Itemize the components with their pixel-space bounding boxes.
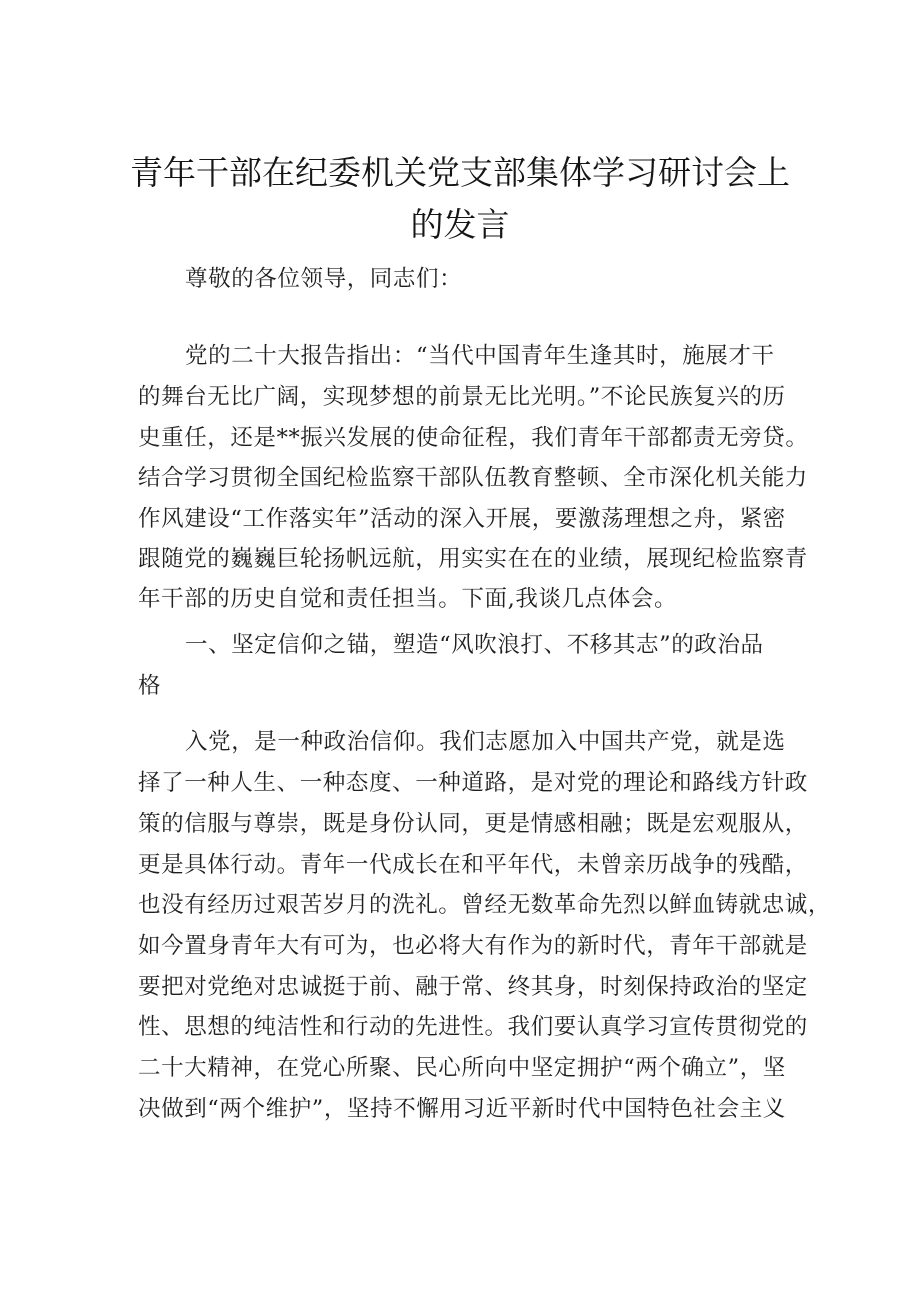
- section-heading: 一、坚定信仰之锚，塑造“风吹浪打、不移其志”的政治品: [185, 632, 764, 658]
- paragraph-line: 如今置身青年大有可为，也必将大有作为的新时代，青年干部就是: [138, 933, 808, 959]
- paragraph-line: 决做到“两个维护”，坚持不懈用习近平新时代中国特色社会主义: [138, 1096, 786, 1122]
- paragraph-line: 入党，是一种政治信仰。我们志愿加入中国共产党，就是选: [185, 729, 786, 755]
- paragraph-line: 年干部的历史自觉和责任担当。下面,我谈几点体会。: [138, 586, 678, 612]
- paragraph-line: 的舞台无比广阔，实现梦想的前景无比光明。”不论民族复兴的历: [138, 384, 786, 410]
- paragraph-line: 党的二十大报告指出：“当代中国青年生逢其时，施展才干: [185, 343, 775, 369]
- paragraph-line: 史重任，还是**振兴发展的使命征程，我们青年干部都责无旁贷。: [138, 425, 809, 451]
- section-heading-continued: 格: [138, 673, 162, 699]
- paragraph-line: 性、思想的纯洁性和行动的先进性。我们要认真学习宣传贯彻党的: [138, 1014, 808, 1040]
- paragraph-line: 更是具体行动。青年一代成长在和平年代，未曾亲历战争的残酷，: [138, 852, 808, 878]
- paragraph-line: 作风建设“工作落实年”活动的深入开展，要激荡理想之舟，紧密: [138, 506, 786, 532]
- salutation: 尊敬的各位领导，同志们：: [185, 266, 463, 292]
- paragraph-line: 策的信服与尊崇，既是身份认同，更是情感相融；既是宏观服从，: [138, 811, 808, 837]
- paragraph-line: 结合学习贯彻全国纪检监察干部队伍教育整顿、全市深化机关能力: [138, 465, 808, 491]
- paragraph-line: 跟随党的巍巍巨轮扬帆远航，用实实在在的业绩，展现纪检监察青: [138, 546, 808, 572]
- document-title-line-2: 的发言: [410, 205, 510, 244]
- paragraph-line: 择了一种人生、一种态度、一种道路，是对党的理论和路线方针政: [138, 770, 808, 796]
- paragraph-line: 要把对党绝对忠诚挺于前、融于常、终其身，时刻保持政治的坚定: [138, 974, 808, 1000]
- document-title-line-1: 青年干部在纪委机关党支部集体学习研讨会上: [130, 153, 790, 192]
- paragraph-line: 二十大精神，在党心所聚、民心所向中坚定拥护“两个确立”，坚: [138, 1055, 786, 1081]
- paragraph-line: 也没有经历过艰苦岁月的洗礼。曾经无数革命先烈以鲜血铸就忠诚，: [138, 892, 832, 918]
